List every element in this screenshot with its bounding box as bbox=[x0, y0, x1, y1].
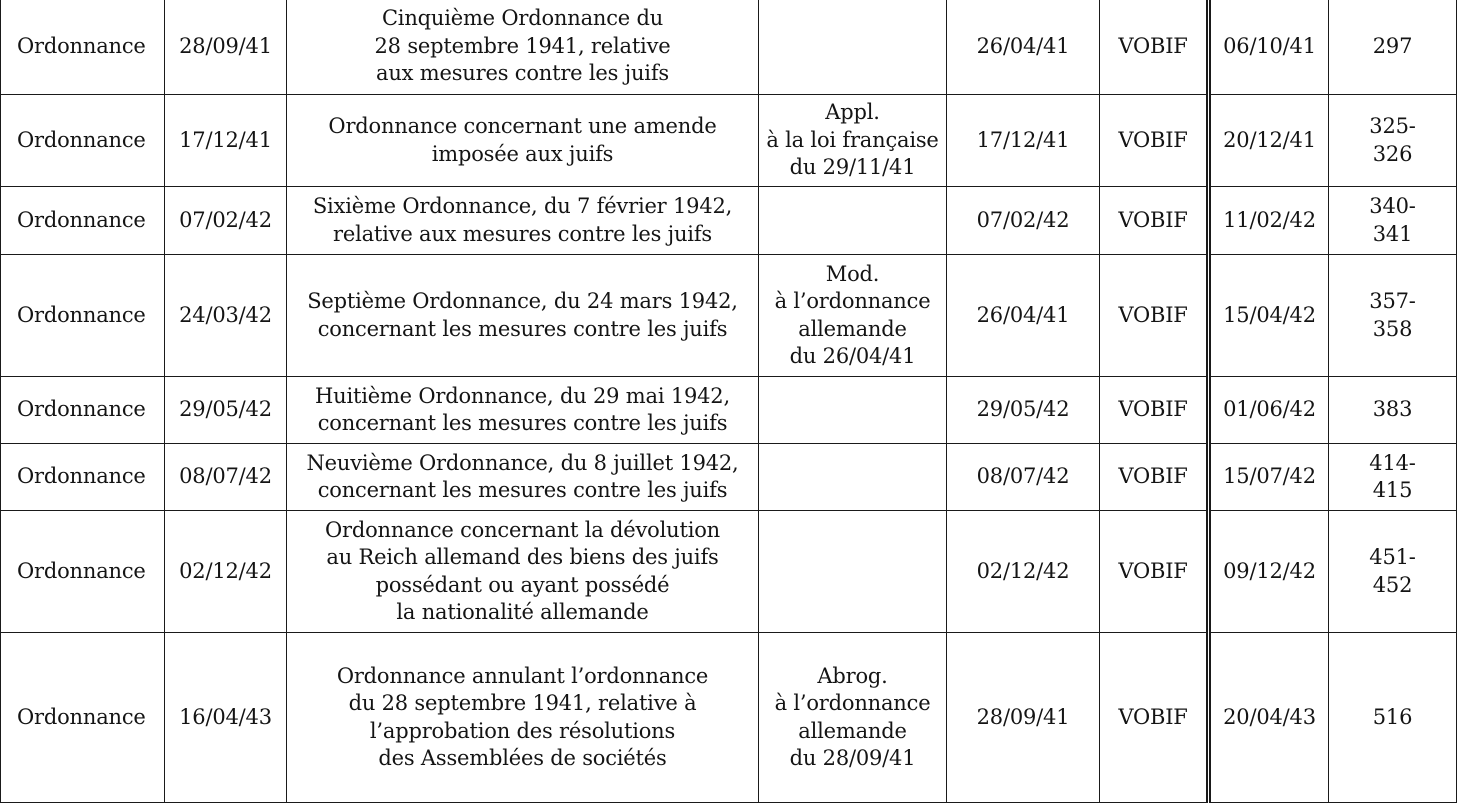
page-number-cell bbox=[1329, 255, 1457, 377]
ordinance-title-line: Ordonnance concernant la dévolution bbox=[325, 517, 720, 542]
source-cell: VOBIF bbox=[1100, 255, 1209, 377]
ordinance-title-line: relative aux mesures contre les juifs bbox=[333, 221, 712, 246]
ordinance-title-line: imposée aux juifs bbox=[431, 141, 614, 166]
publication-date-cell: 01/06/42 bbox=[1209, 377, 1329, 444]
legal-note-line: à l’ordonnance bbox=[774, 289, 931, 313]
reference-date-cell: 02/12/42 bbox=[947, 511, 1100, 633]
source-cell: VOBIF bbox=[1100, 511, 1209, 633]
ordinance-date-cell: 28/09/41 bbox=[165, 0, 287, 95]
legal-note-cell bbox=[759, 633, 947, 803]
publication-date-cell: 15/04/42 bbox=[1209, 255, 1329, 377]
source-cell: VOBIF bbox=[1100, 377, 1209, 444]
ordinance-title-line: Huitième Ordonnance, du 29 mai 1942, bbox=[315, 383, 730, 408]
page-number-cell bbox=[1329, 511, 1457, 633]
table-row bbox=[1, 444, 1457, 511]
source-cell: VOBIF bbox=[1100, 633, 1209, 803]
page-number-cell bbox=[1329, 377, 1457, 444]
page-number-line: 325- bbox=[1369, 114, 1416, 138]
ordinance-title-line: Septième Ordonnance, du 24 mars 1942, bbox=[307, 289, 738, 313]
source-cell: VOBIF bbox=[1100, 444, 1209, 511]
page-number-line: 326 bbox=[1372, 141, 1413, 166]
ordinance-title-cell bbox=[287, 0, 759, 95]
publication-date-cell: 09/12/42 bbox=[1209, 511, 1329, 633]
legal-note-cell bbox=[759, 444, 947, 511]
ordinance-type-cell: Ordonnance bbox=[1, 377, 165, 444]
page-number-line: 452 bbox=[1372, 572, 1413, 597]
page-number-cell bbox=[1329, 95, 1457, 187]
reference-date-cell: 26/04/41 bbox=[947, 255, 1100, 377]
source-cell: VOBIF bbox=[1100, 0, 1209, 95]
legal-note-cell bbox=[759, 377, 947, 444]
page-number-line: 383 bbox=[1372, 397, 1413, 422]
legal-note-line: allemande bbox=[798, 718, 907, 743]
ordinance-title-cell bbox=[287, 95, 759, 187]
page-number-line: 340- bbox=[1369, 194, 1416, 218]
ordinance-type-cell: Ordonnance bbox=[1, 0, 165, 95]
page-number-line: 357- bbox=[1369, 289, 1416, 313]
ordinance-date-cell: 29/05/42 bbox=[165, 377, 287, 444]
reference-date-cell: 29/05/42 bbox=[947, 377, 1100, 444]
ordinance-date-cell: 08/07/42 bbox=[165, 444, 287, 511]
ordinance-title-line: possédant ou ayant possédé bbox=[375, 572, 670, 597]
legal-note-line: du 26/04/41 bbox=[789, 344, 916, 368]
ordinance-title-line: la nationalité allemande bbox=[396, 600, 649, 624]
ordinance-title-cell bbox=[287, 444, 759, 511]
legal-note-cell bbox=[759, 95, 947, 187]
ordinance-type-cell: Ordonnance bbox=[1, 255, 165, 377]
page-number-line: 451- bbox=[1369, 545, 1416, 569]
legal-note-line: allemande bbox=[798, 316, 907, 341]
legal-note-cell bbox=[759, 255, 947, 377]
ordinance-title-line: Cinquième Ordonnance du bbox=[381, 6, 664, 31]
legal-note-line: Mod. bbox=[825, 261, 880, 286]
reference-date-cell: 07/02/42 bbox=[947, 187, 1100, 255]
ordinance-title-cell bbox=[287, 187, 759, 255]
legal-note-line: du 28/09/41 bbox=[789, 746, 916, 770]
ordinance-title-line: concernant les mesures contre les juifs bbox=[317, 316, 728, 341]
legal-note-line: à l’ordonnance bbox=[774, 691, 931, 715]
ordinance-type-cell: Ordonnance bbox=[1, 444, 165, 511]
ordinance-title-line: Neuvième Ordonnance, du 8 juillet 1942, bbox=[306, 450, 739, 475]
page-number-line: 414- bbox=[1369, 450, 1416, 475]
ordinance-date-cell: 07/02/42 bbox=[165, 187, 287, 255]
ordinance-title-line: 28 septembre 1941, relative bbox=[374, 33, 671, 58]
publication-date-cell: 20/12/41 bbox=[1209, 95, 1329, 187]
table-row bbox=[1, 95, 1457, 187]
ordinance-title-line: du 28 septembre 1941, relative à bbox=[348, 691, 697, 715]
legal-note-cell bbox=[759, 511, 947, 633]
ordinance-title-line: des Assemblées de sociétés bbox=[378, 746, 667, 770]
ordinance-date-cell: 24/03/42 bbox=[165, 255, 287, 377]
legal-note-cell bbox=[759, 0, 947, 95]
ordinance-type-cell: Ordonnance bbox=[1, 187, 165, 255]
ordinance-title-cell bbox=[287, 255, 759, 377]
ordinance-type-cell: Ordonnance bbox=[1, 95, 165, 187]
table-row bbox=[1, 633, 1457, 803]
ordinance-title-line: Sixième Ordonnance, du 7 février 1942, bbox=[312, 194, 733, 218]
ordinance-type-cell: Ordonnance bbox=[1, 633, 165, 803]
legal-note-line: Abrog. bbox=[817, 663, 888, 688]
reference-date-cell: 08/07/42 bbox=[947, 444, 1100, 511]
page-number-line: 341 bbox=[1372, 221, 1413, 246]
ordinance-title-cell bbox=[287, 633, 759, 803]
table-row bbox=[1, 0, 1457, 95]
table-row bbox=[1, 511, 1457, 633]
reference-date-cell: 17/12/41 bbox=[947, 95, 1100, 187]
source-cell: VOBIF bbox=[1100, 95, 1209, 187]
source-cell: VOBIF bbox=[1100, 187, 1209, 255]
legal-note-line: du 29/11/41 bbox=[789, 155, 916, 180]
ordinance-title-line: aux mesures contre les juifs bbox=[376, 61, 669, 86]
ordinance-title-line: l’approbation des résolutions bbox=[369, 718, 676, 743]
ordinance-title-line: au Reich allemand des biens des juifs bbox=[326, 545, 719, 569]
table-row bbox=[1, 187, 1457, 255]
page-number-line: 516 bbox=[1372, 704, 1413, 729]
ordinance-title-cell bbox=[287, 377, 759, 444]
publication-date-cell: 06/10/41 bbox=[1209, 0, 1329, 95]
ordinance-date-cell: 17/12/41 bbox=[165, 95, 287, 187]
page-number-line: 358 bbox=[1372, 316, 1413, 341]
page-number-cell bbox=[1329, 187, 1457, 255]
page-number-cell bbox=[1329, 633, 1457, 803]
ordinance-title-cell bbox=[287, 511, 759, 633]
page-number-cell bbox=[1329, 444, 1457, 511]
page-number-line: 297 bbox=[1372, 33, 1413, 58]
ordinance-title-line: Ordonnance concernant une amende bbox=[328, 114, 717, 138]
legal-note-cell bbox=[759, 187, 947, 255]
ordinance-title-line: concernant les mesures contre les juifs bbox=[317, 411, 728, 435]
ordinance-type-cell: Ordonnance bbox=[1, 511, 165, 633]
publication-date-cell: 11/02/42 bbox=[1209, 187, 1329, 255]
reference-date-cell: 26/04/41 bbox=[947, 0, 1100, 95]
ordinance-title-line: Ordonnance annulant l’ordonnance bbox=[336, 663, 709, 688]
legal-note-line: Appl. bbox=[825, 100, 880, 125]
ordinance-date-cell: 16/04/43 bbox=[165, 633, 287, 803]
page-number-line: 415 bbox=[1372, 478, 1413, 502]
publication-date-cell: 15/07/42 bbox=[1209, 444, 1329, 511]
legal-note-line: à la loi française bbox=[766, 127, 939, 152]
ordinance-date-cell: 02/12/42 bbox=[165, 511, 287, 633]
publication-date-cell: 20/04/43 bbox=[1209, 633, 1329, 803]
table-row bbox=[1, 377, 1457, 444]
table-row bbox=[1, 255, 1457, 377]
page-number-cell bbox=[1329, 0, 1457, 95]
table-body bbox=[1, 0, 1457, 803]
ordinance-title-line: concernant les mesures contre les juifs bbox=[317, 478, 728, 502]
reference-date-cell: 28/09/41 bbox=[947, 633, 1100, 803]
